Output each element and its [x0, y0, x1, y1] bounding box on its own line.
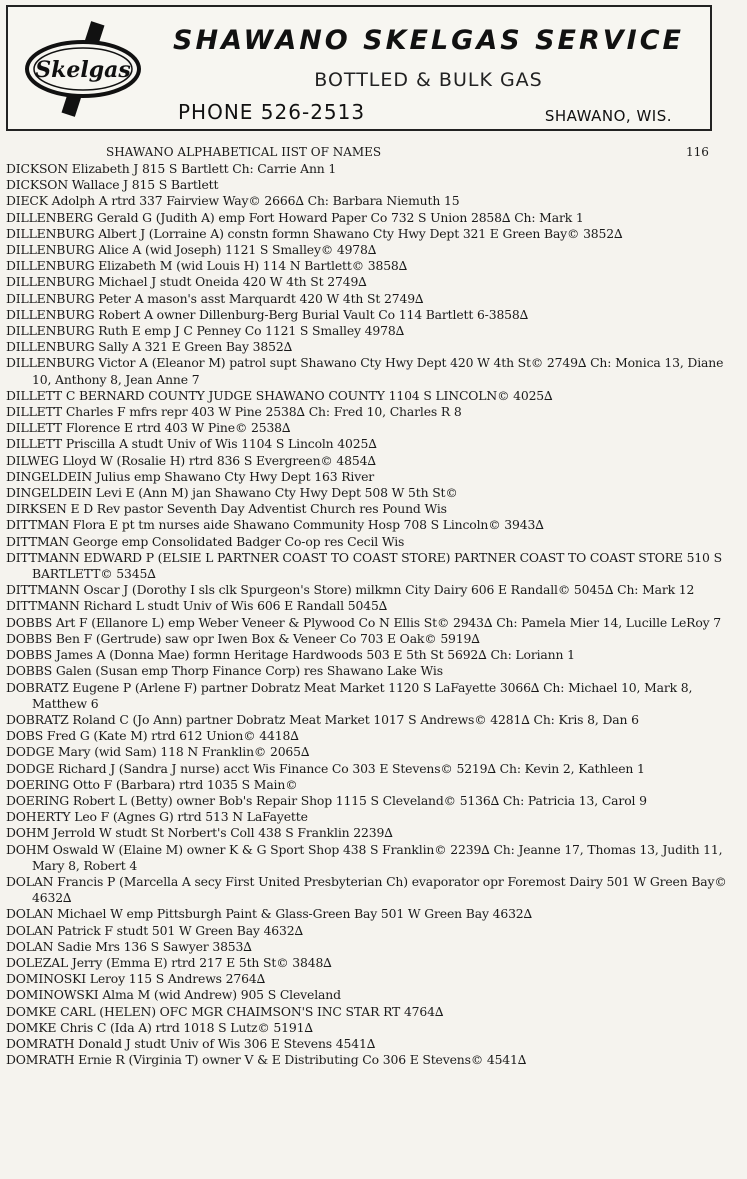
directory-entry: DOERING Otto F (Barbara) rtrd 1035 S Main©: [6, 776, 298, 792]
directory-entry: DILLENBURG Robert A owner Dillenburg-Berg Burial Vault Co 114 Bartlett 6-3858∆: [6, 306, 529, 322]
directory-entry: DILLETT C BERNARD COUNTY JUDGE SHAWANO COUNTY 1104 S LINCOLN© 4025∆: [6, 387, 553, 403]
directory-entry: DINGELDEIN Julius emp Shawano Cty Hwy Dept 163 River: [6, 468, 375, 484]
directory-entry: DINGELDEIN Levi E (Ann M) jan Shawano Cty Hwy Dept 508 W 5th St©: [6, 485, 458, 501]
ad-title: SHAWANO SKELGAS SERVICE: [173, 25, 684, 56]
directory-entry: DILLETT Priscilla A studt Univ of Wis 1104 S Lincoln 4025∆: [6, 436, 377, 452]
directory-entry: DOMINOSKI Leroy 115 S Andrews 2764∆: [6, 971, 266, 987]
directory-entry: DILLENBURG Ruth E emp J C Penney Co 1121 S Smalley 4978∆: [6, 323, 405, 339]
logo-text: Skelgas: [35, 57, 131, 83]
directory-entry: DOLEZAL Jerry (Emma E) rtrd 217 E 5th St© 3848∆: [6, 954, 332, 970]
directory-entry: DOMINOWSKI Alma M (wid Andrew) 905 S Cleveland: [6, 987, 341, 1003]
skelgas-logo: [24, 19, 142, 119]
directory-entry: DITTMANN Oscar J (Dorothy I sls clk Spurgeon's Store) milkmn City Dairy 606 E Randall© 5045∆ Ch: Mark 12: [6, 582, 695, 598]
directory-entry: DODGE Richard J (Sandra J nurse) acct Wis Finance Co 303 E Stevens© 5219∆ Ch: Kevin 2, Kathleen 1: [6, 760, 645, 776]
directory-entry: DILLENBURG Michael J studt Oneida 420 W 4th St 2749∆: [6, 274, 367, 290]
directory-entry: DOHERTY Leo F (Agnes G) rtrd 513 N LaFayette: [6, 809, 308, 825]
directory-entry: DILLENBURG Peter A mason's asst Marquardt 420 W 4th St 2749∆: [6, 290, 424, 306]
directory-entry: DOBBS Galen (Susan emp Thorp Finance Corp) res Shawano Lake Wis: [6, 663, 443, 679]
directory-entry: DOLAN Michael W emp Pittsburgh Paint & Glass-Green Bay 501 W Green Bay 4632∆: [6, 906, 533, 922]
entry-list: [6, 161, 741, 1068]
directory-entry: DILLETT Charles F mfrs repr 403 W Pine 2538∆ Ch: Fred 10, Charles R 8: [6, 404, 462, 420]
directory-entry: DICKSON Elizabeth J 815 S Bartlett Ch: Carrie Ann 1: [6, 161, 337, 176]
directory-entry: DOLAN Patrick F studt 501 W Green Bay 4632∆: [6, 922, 304, 938]
directory-entry: DILLENBURG Alice A (wid Joseph) 1121 S Smalley© 4978∆: [6, 242, 377, 258]
directory-entry: DODGE Mary (wid Sam) 118 N Franklin© 2065∆: [6, 744, 310, 760]
directory-entry: DOHM Oswald W (Elaine M) owner K & G Sport Shop 438 S Franklin© 2239∆ Ch: Jeanne 17, Thomas 13, Judith 11, Mary 8, Robert 4: [6, 841, 723, 873]
directory-entry: DOBRATZ Roland C (Jo Ann) partner Dobratz Meat Market 1017 S Andrews© 4281∆ Ch: Kris 8, Dan 6: [6, 711, 639, 727]
directory-entry: DILLENBURG Sally A 321 E Green Bay 3852∆: [6, 339, 293, 355]
directory-entry: DILWEG Lloyd W (Rosalie H) rtrd 836 S Evergreen© 4854∆: [6, 452, 376, 468]
directory-entry: DILLENBURG Elizabeth M (wid Louis H) 114 N Bartlett© 3858∆: [6, 258, 408, 274]
directory-entry: DOHM Jerrold W studt St Norbert's Coll 438 S Franklin 2239∆: [6, 825, 393, 841]
ad-city: SHAWANO, WIS.: [544, 107, 672, 125]
directory-entry: DOMRATH Ernie R (Virginia T) owner V & E Distributing Co 306 E Stevens© 4541∆: [6, 1052, 527, 1068]
directory-entry: DOBBS Art F (Ellanore L) emp Weber Veneer & Plywood Co N Ellis St© 2943∆ Ch: Pamela Mier 14, Lucille LeRoy 7: [6, 614, 722, 630]
directory-entry: DILLENBURG Albert J (Lorraine A) constn formn Shawano Cty Hwy Dept 321 E Green Bay© 3852∆: [6, 225, 623, 241]
ad-subtitle: BOTTLED & BULK GAS: [314, 69, 543, 91]
listing-title: SHAWANO ALPHABETICAL IIST OF NAMES: [106, 145, 382, 159]
name-listing: [6, 145, 741, 1068]
directory-entry: DOMKE CARL (HELEN) OFC MGR CHAIMSON'S INC STAR RT 4764∆: [6, 1003, 444, 1019]
directory-entry: DOBRATZ Eugene P (Arlene F) partner Dobratz Meat Market 1120 S LaFayette 3066∆ Ch: Michael 10, Mark 8, Matthew 6: [6, 679, 693, 711]
listing-header: [6, 145, 741, 161]
directory-entry: DITTMAN Flora E pt tm nurses aide Shawano Community Hosp 708 S Lincoln© 3943∆: [6, 517, 544, 533]
directory-entry: DIECK Adolph A rtrd 337 Fairview Way© 2666∆ Ch: Barbara Niemuth 15: [6, 193, 460, 209]
directory-entry: DOBBS James A (Donna Mae) formn Heritage Hardwoods 503 E 5th St 5692∆ Ch: Loriann 1: [6, 647, 575, 663]
directory-entry: DILLETT Florence E rtrd 403 W Pine© 2538∆: [6, 420, 291, 436]
directory-entry: DOMRATH Donald J studt Univ of Wis 306 E Stevens 4541∆: [6, 1035, 376, 1051]
directory-entry: DILLENBERG Gerald G (Judith A) emp Fort Howard Paper Co 732 S Union 2858∆ Ch: Mark 1: [6, 209, 584, 225]
directory-entry: DITTMANN EDWARD P (ELSIE L PARTNER COAST TO COAST STORE) PARTNER COAST TO COAST STORE 510 S BARTLETT© 5345∆: [6, 549, 722, 582]
directory-entry: DOBBS Ben F (Gertrude) saw opr Iwen Box & Veneer Co 703 E Oak© 5919∆: [6, 630, 480, 646]
directory-entry: DICKSON Wallace J 815 S Bartlett: [6, 177, 219, 193]
directory-entry: DILLENBURG Victor A (Eleanor M) patrol supt Shawano Cty Hwy Dept 420 W 4th St© 2749∆ Ch: Monica 13, Diane 10, Anthony 8, Jean Anne 7: [6, 355, 724, 387]
directory-entry: DITTMAN George emp Consolidated Badger Co-op res Cecil Wis: [6, 533, 405, 549]
page-number: 116: [686, 145, 709, 159]
directory-entry: DIRKSEN E D Rev pastor Seventh Day Adventist Church res Pound Wis: [6, 501, 447, 517]
directory-entry: DITTMANN Richard L studt Univ of Wis 606 E Randall 5045∆: [6, 598, 388, 614]
directory-entry: DOLAN Francis P (Marcella A secy First United Presbyterian Ch) evaporator opr Foremost Dairy 501 W Green Bay© 4632∆: [6, 873, 727, 906]
directory-entry: DOBS Fred G (Kate M) rtrd 612 Union© 4418∆: [6, 728, 299, 744]
directory-entry: DOMKE Chris C (Ida A) rtrd 1018 S Lutz© 5191∆: [6, 1019, 313, 1035]
ad-phone: PHONE 526-2513: [178, 100, 366, 124]
directory-entry: DOLAN Sadie Mrs 136 S Sawyer 3853∆: [6, 938, 252, 954]
directory-entry: DOERING Robert L (Betty) owner Bob's Repair Shop 1115 S Cleveland© 5136∆ Ch: Patricia 13, Carol 9: [6, 792, 647, 808]
skelgas-advertisement: [6, 5, 712, 131]
